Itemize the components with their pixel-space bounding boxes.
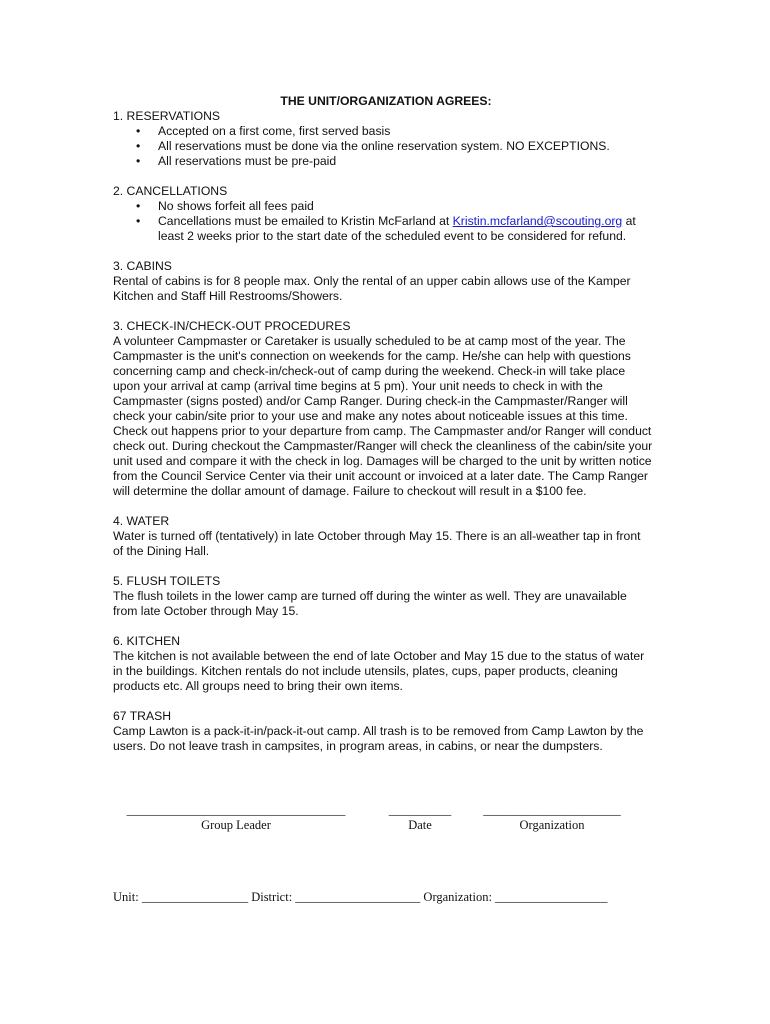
organization-signature xyxy=(475,804,629,833)
section-cabins xyxy=(113,259,653,304)
list-item: • No shows forfeit all fees paid xyxy=(113,199,653,214)
cancellation-text-suffix: at least 2 weeks prior to the start date of the scheduled event to be considered for refund. xyxy=(158,214,636,243)
organization-line[interactable]: ______________________ xyxy=(483,803,621,817)
document-title: THE UNIT/ORGANIZATION AGREES: xyxy=(280,94,492,108)
list-item xyxy=(113,214,653,244)
section-toilets xyxy=(113,574,653,619)
group-leader-label: Group Leader xyxy=(201,818,271,832)
group-leader-signature xyxy=(113,804,359,833)
checkin-body: A volunteer Campmaster or Caretaker is usually scheduled to be at camp most of the year. The Campmaster is the unit's connection on weekends for the camp. He/she can help with questions concerning camp and check-in/check-out of camp during the weekend. Check-in will take place upon your arrival at camp (arrival time begins at 5 pm). Your unit needs to check in with the Campmaster (signs posted) and/or Camp Ranger. During check-in the Campmaster/Ranger will check your cabin/site prior to your use and make any notes about noticeable issues at this time. Check out happens prior to your departure from camp. The Campmaster and/or Ranger will conduct check out. During checkout the Campmaster/Ranger will check the cleanliness of the cabin/site your unit used and compare it with the check in log. Damages will be charged to the unit by written notice from the Council Service Center via their unit account or invoiced at a later date. The Camp Ranger will determine the dollar amount of damage. Failure to checkout will result in a $100 fee. xyxy=(113,334,653,498)
cancellation-text-prefix: Cancellations must be emailed to Kristin McFarland at xyxy=(158,214,453,228)
cabins-heading: 3. CABINS xyxy=(113,259,172,273)
section-trash xyxy=(113,709,653,754)
unit-district-organization-line[interactable]: Unit: _________________ District: ____________________ Organization: __________________ xyxy=(113,890,608,904)
toilets-body: The flush toilets in the lower camp are turned off during the winter as well. They are unavailable from late October through May 15. xyxy=(113,589,627,618)
cancellations-heading: 2. CANCELLATIONS xyxy=(113,184,228,198)
list-item: • All reservations must be pre-paid xyxy=(113,154,653,169)
kitchen-heading: 6. KITCHEN xyxy=(113,634,181,648)
checkin-heading: 3. CHECK-IN/CHECK-OUT PROCEDURES xyxy=(113,319,351,333)
water-heading: 4. WATER xyxy=(113,514,170,528)
section-water xyxy=(113,514,653,559)
group-leader-line[interactable]: ___________________________________ xyxy=(126,803,346,817)
list-item: • All reservations must be done via the online reservation system. NO EXCEPTIONS. xyxy=(113,139,653,154)
organization-label: Organization xyxy=(519,818,585,832)
date-line[interactable]: __________ xyxy=(388,803,452,817)
reservations-list xyxy=(113,124,653,169)
section-checkin xyxy=(113,319,653,499)
section-cancellations xyxy=(113,184,653,244)
date-label: Date xyxy=(408,818,432,832)
section-kitchen xyxy=(113,634,653,694)
cabins-body: Rental of cabins is for 8 people max. Only the rental of an upper cabin allows use of the Kamper Kitchen and Staff Hill Restrooms/Showers. xyxy=(113,274,631,303)
kitchen-body: The kitchen is not available between the end of late October and May 15 due to the status of water in the buildings. Kitchen rentals do not include utensils, plates, cups, paper products, cleaning products etc. All groups need to bring their own items. xyxy=(113,649,645,693)
list-item: • Accepted on a first come, first served basis xyxy=(113,124,653,139)
section-reservations xyxy=(113,109,653,169)
date-signature xyxy=(384,804,456,833)
agreement-document xyxy=(113,94,653,769)
trash-body: Camp Lawton is a pack-it-in/pack-it-out camp. All trash is to be removed from Camp Lawton by the users. Do not leave trash in campsites, in program areas, in cabins, or near the dumpsters. xyxy=(113,724,644,753)
trash-heading: 67 TRASH xyxy=(113,709,172,723)
reservations-heading: 1. RESERVATIONS xyxy=(113,109,221,123)
water-body: Water is turned off (tentatively) in late October through May 15. There is an all-weather tap in front of the Dining Hall. xyxy=(113,529,641,558)
signature-block xyxy=(113,804,653,844)
cancellations-list xyxy=(113,199,653,244)
email-link[interactable]: Kristin.mcfarland@scouting.org xyxy=(452,214,623,228)
toilets-heading: 5. FLUSH TOILETS xyxy=(113,574,221,588)
